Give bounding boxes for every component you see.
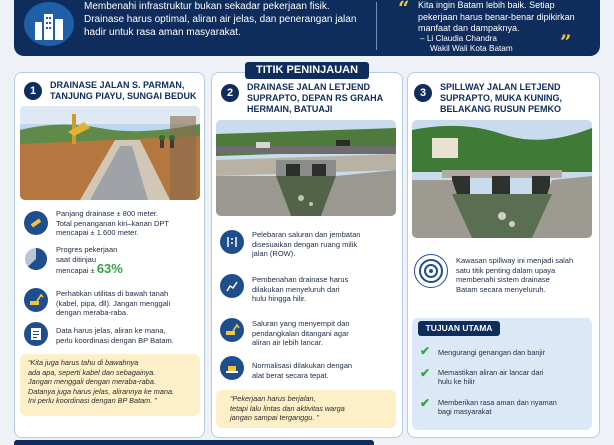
open-quote-icon: “ [398, 0, 410, 20]
bottom-bar [14, 440, 374, 445]
check-icon: ✔ [420, 396, 431, 410]
flow-chart-icon [220, 274, 244, 298]
check-icon: ✔ [420, 344, 431, 358]
site-2-fact-2: Pembenahan drainase harus dilakukan menyeluruh dari hulu hingga hilir. [252, 275, 349, 303]
road-width-icon [220, 230, 244, 254]
site-number-1: 1 [24, 82, 42, 100]
site-2-fact-3: Saluran yang menyempit dan pendangkalan ditangani agar aliran air lebih lancar. [252, 319, 350, 347]
excavator-warning-icon [24, 288, 48, 312]
check-icon: ✔ [420, 366, 431, 380]
site-1-fact-3: Perhatikan utilitas di bawah tanah (kabel, pipa, dll). Jangan menggali dengan meraba-raba. [56, 289, 171, 317]
site-photo-1 [20, 106, 200, 200]
site-number-2: 2 [221, 84, 239, 102]
goals-title: TUJUAN UTAMA [418, 321, 500, 336]
site-3-fact-1: Kawasan spillway ini menjadi salah satu titik penting dalam upaya membenahi sistem drainase Batam secara menyeluruh. [456, 256, 574, 294]
document-icon [24, 322, 48, 346]
close-quote-icon: ” [560, 30, 572, 54]
section-title: TITIK PENINJAUAN [245, 62, 369, 79]
goal-item-2: Memastikan aliran air lancar dari hulu ke hilir [438, 368, 544, 387]
site-title-3: SPILLWAY JALAN LETJEND SUPRAPTO, MUKA KUNING, BELAKANG RUSUN PEMKO [440, 82, 563, 114]
quote-author [420, 34, 513, 54]
goal-item-3: Memberikan rasa aman dan nyaman bagi masyarakat [438, 398, 557, 417]
site-2-fact-1: Pelebaran saluran dan jembatan disesuaikan dengan ruang milik jalan (ROW). [252, 230, 361, 258]
site-title-2: DRAINASE JALAN LETJEND SUPRAPTO, DEPAN RS GRAHA HERMAIN, BATUAJI [247, 82, 383, 114]
site-photo-2 [216, 120, 396, 216]
progress-percentage: 63% [96, 261, 123, 276]
goals-box [412, 318, 592, 430]
site-1-quote: “Kita juga harus tahu di bawahnya ada apa, seperti kabel dan sebagainya. Jangan menggali dengan meraba-raba. Datanya juga harus jelas, alirannya ke mana. Ini perlu koordinasi dengan BP Batam. ” [20, 354, 200, 416]
excavator-icon [220, 318, 244, 342]
site-1-fact-4: Data harus jelas, aliran ke mana, perlu koordinasi dengan BP Batam. [56, 326, 174, 345]
site-number-3: 3 [414, 84, 432, 102]
site-2-fact-4: Normalisasi dilakukan dengan alat berat secara tepat. [252, 361, 353, 380]
header-divider [376, 2, 377, 50]
header-quote: Kita ingin Batam lebih baik. Setiap pekerjaan harus benar-benar dipikirkan manfaat dan dampaknya. [418, 0, 575, 33]
bulldozer-icon [220, 356, 244, 380]
site-2-quote: “Pekerjaan harus berjalan, tetapi lalu lintas dan aktivitas warga jangan sampai terganggu. ” [216, 390, 396, 428]
site-title-1: DRAINASE JALAN S. PARMAN, TANJUNG PIAYU, SUNGAI BEDUK [50, 80, 197, 101]
site-photo-3 [412, 120, 592, 238]
ruler-icon [24, 211, 48, 235]
quote-author-role: Wakil Wali Kota Batam [430, 44, 513, 53]
site-1-fact-1: Panjang drainase ± 800 meter. Total penanganan kiri–kanan DPT mencapai ± 1.600 meter. [56, 209, 169, 237]
target-icon [414, 254, 448, 288]
site-1-fact-2: Progres pekerjaan saat ditinjau mencapai ± 63% [56, 245, 123, 276]
progress-pie [24, 247, 48, 271]
header-lead-text: Membenahi infrastruktur bukan sekadar pekerjaan fisik. Drainase harus optimal, aliran air jelas, dan penerangan jalan hadir untuk rasa aman masyarakat. [84, 1, 357, 38]
progress-pie-icon [24, 247, 48, 271]
goal-item-1: Mengurangi genangan dan banjir [438, 348, 546, 357]
city-building-icon [24, 2, 74, 46]
header-banner [14, 0, 600, 56]
quote-author-name: – Li Claudia Chandra [420, 34, 497, 43]
